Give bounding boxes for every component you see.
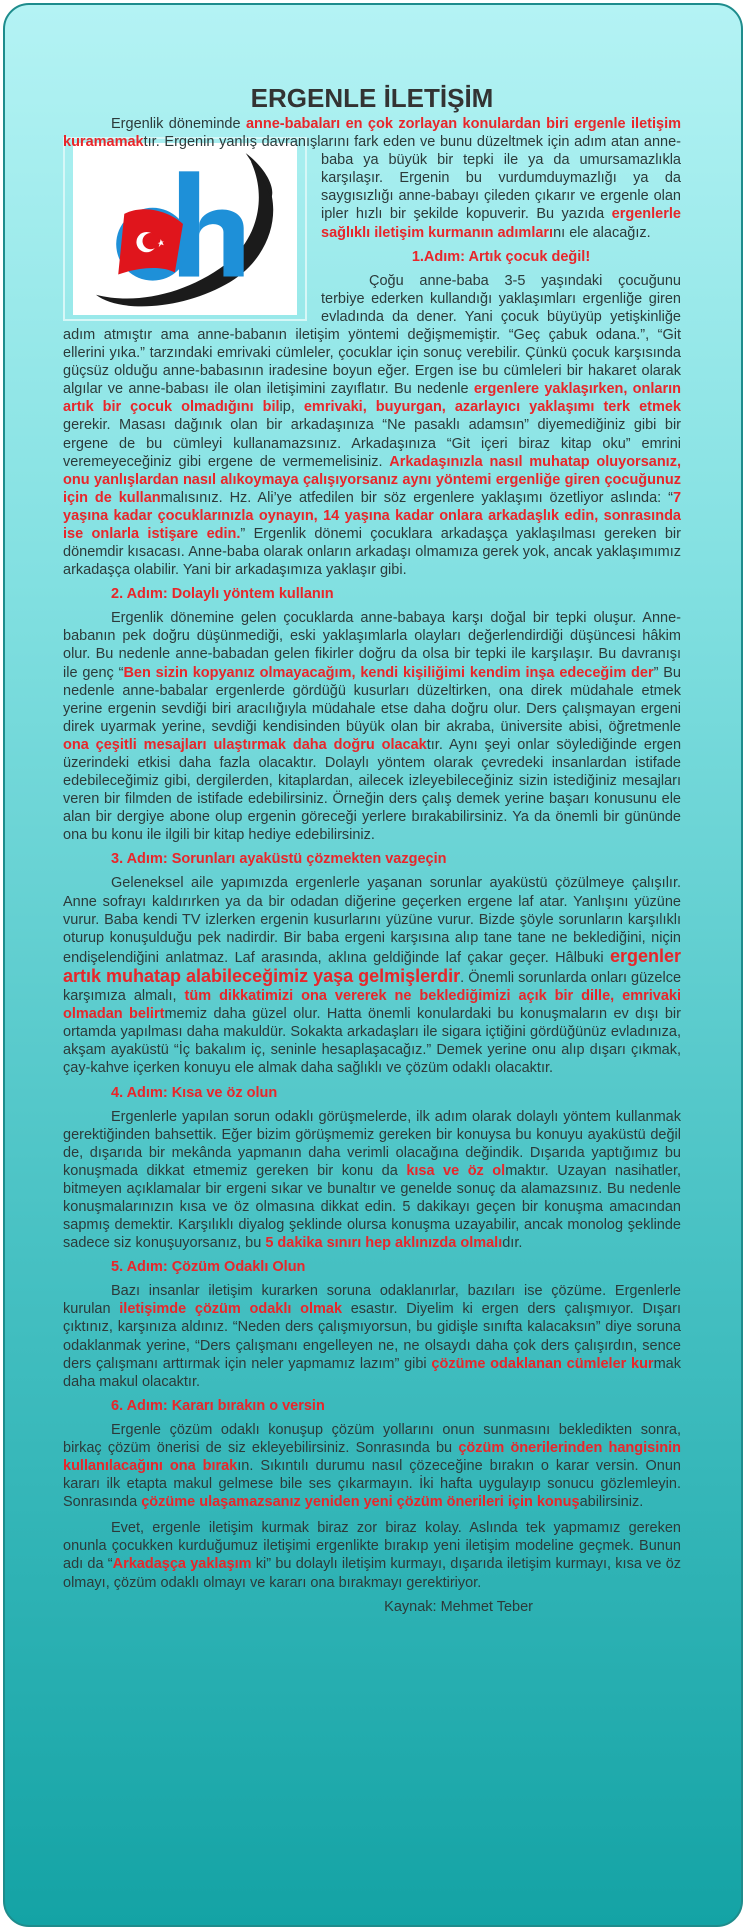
highlight-text: 5 dakika sınırı hep aklınızda olmalı — [265, 1235, 503, 1252]
highlight-text: Arkadaşça yaklaşım — [112, 1556, 252, 1573]
step5-paragraph — [63, 1282, 681, 1391]
body-text: ın. Sıkıntılı durumu nasıl çözeceğine bırakın o karar versin. Onun kararı ilk etapta makul gelmese bile ses çıkarmayın. İki hafta uygulayıp sonucu gözlemleyin. Sonrasında — [63, 1458, 681, 1511]
body-text: Evet, ergenle iletişim kurmak biraz zor biraz kolay. Aslında tek yapmamız gereken onunla çocukken kurduğumuz iletişimi ergenlikte bırakıp yeni iletişim modeline geçmek. Bunun adı da “ — [63, 1520, 681, 1573]
step2-paragraph — [63, 609, 681, 844]
highlight-text: çözüm önerilerinden hangisinin kullanılacağını ona bırak — [63, 1439, 681, 1474]
step2-heading: 2. Adım: Dolaylı yöntem kullanın — [111, 586, 334, 603]
highlight-text: çözüme odaklanan cümleler kur — [431, 1355, 654, 1372]
step1-heading: 1.Adım: Artık çocuk değil! — [411, 248, 591, 265]
highlight-text: Arkadaşınızla nasıl muhatap oluyorsanız, onu yanlışlardan nasıl alıkoymaya çalışıyorsanız aynı yöntemi ergenliğe giren çocuğunuz için de kullan — [63, 453, 681, 506]
highlight-text: tüm dikkatimizi ona vererek ne beklediğimizi açık bir dille, emrivaki olmadan belirt — [63, 988, 682, 1023]
highlight-text: çözüme ulaşamazsanız yeniden yeni çözüm önerileri için konuş — [141, 1494, 580, 1511]
highlight-text: ergenlere yaklaşırken, onların artık bir çocuk olmadığını bil — [63, 381, 681, 416]
dh-logo-icon — [73, 143, 297, 315]
body-text: Bazı insanlar iletişim kurarken soruna odaklanırlar, bazıları ise çözüme. Ergenlerle kurulan — [63, 1283, 681, 1318]
body-text: Ergenle çözüm odaklı konuşup çözüm yollarını onun sunmasını bekledikten sonra, birkaç çözüm önerisi de siz ekleyebilirsiniz. Sonrasında bu — [63, 1421, 681, 1456]
body-text: ” Bu nedenle anne-babalar ergenlerde gördüğü kusurları düzeltirken, ona direk müdahale etmek yerine ergenin sevdiği biri aracılığıyla müdahale etse daha doğru olur. Ders çalışmayan ergeni direk uyarmak yerine, sevdiği kendisinden büyük olan bir akraba, üniversite abisi, öğretmenle — [63, 664, 682, 735]
body-text: tır. Aynı şeyi onlar söylediğinde ergen üzerindeki etkisi daha fazla olacaktır. Dolaylı yöntem olarak çevredeki insanlardan istifade edebileceğimiz gibi, dergilerden, kitaplardan, ailecek izleyebileceğiniz sizin istediğiniz mesajları veren bir filmden de istifade edebilirsiniz. Örneğin ders çalış demek yerine başarı konusunu ele alan bir dergiye abone olup ergenin göreceği yerlere bırakabilirsiniz. Ya da önemli bir gününde ona bu konu ile ilgili bir kitap hediye edebilirsiniz. — [63, 736, 682, 844]
page-title: ERGENLE İLETİŞİM — [250, 83, 494, 113]
body-text: abilirsiniz. — [579, 1494, 644, 1511]
intro-highlight: anne-babaları en çok zorlayan konulardan biri ergenle iletişim kuramamak — [63, 116, 681, 151]
step6-paragraph — [63, 1421, 681, 1511]
body-text: malısınız. Hz. Ali’ye atfedilen bir söz ergenlere yaklaşımı özetliyor aslında: “ — [160, 489, 673, 506]
highlight-text: ona çeşitli mesajları ulaştırmak daha doğru olacak — [63, 736, 427, 753]
article — [63, 83, 681, 1616]
source-credit: Kaynak: Mehmet Teber — [384, 1598, 533, 1615]
body-text: Ergenlik dönemine gelen çocuklarda anne-babaya karşı doğal bir tepki oluşur. Anne-babanın pek doğru düşünmediği, eski yaklaşımlarla olayları değerlendirdiği düşüncesi hâkim olur. Bu nedenle anne-babadan gelen fikirler doğru da olsa bir tepki ile karşılaşır. Bu davranışı ile genç “ — [63, 610, 681, 681]
intro-text: Ergenlik döneminde — [111, 116, 246, 132]
closing-paragraph — [63, 1519, 681, 1591]
body-text: dır. — [502, 1235, 523, 1252]
body-text: ” Ergenlik dönemi çocuklara arkadaşça yaklaşılması gereken bir dönemdir kısacası. Anne-baba olarak onların arkadaşı olmamıza gerek yok, ancak yaklaşımımız arkadaşça olabilir. Yani bir arkadaşımıza yaklaşır gibi. — [63, 525, 681, 579]
step5-heading: 5. Adım: Çözüm Odaklı Olun — [111, 1259, 306, 1276]
body-text: gerekir. Masası dağınık olan bir arkadaşınıza “Ne pasaklı adamsın” diyemediğiniz gibi bir ergene de bu cümleyi kullanamazsınız. Arkadaşınıza “Git içeri biraz kitap oku” emrini veremeyeceğiniz gibi ergene de vermemelisiniz. — [63, 417, 681, 470]
body-text: memiz daha güzel olur. Hatta önemli konulardaki bu konuşmaların ev dışı bir ortamda yapılması daha makuldür. Sokakta arkadaşları ile sigara içtiğini gördüğünüz evladınıza, akşam ayaküstü “İç bakalım iç, seninle hesaplaşacağız.” Demek yerine onu alıp dışarı çıkmak, çay-kahve içerken konuyu ele almak daha sağlıklı ve çözüm odaklı olacaktır. — [63, 1006, 681, 1077]
intro-paragraph — [63, 115, 681, 242]
intro-highlight: ergenlerle sağlıklı iletişim kurmanın adımları — [321, 206, 681, 241]
highlight-text: ergenler artık muhatap alabileceğimiz yaşa gelmişlerdir — [63, 945, 681, 986]
body-text: esastır. Diyelim ki ergen ders çalışmıyor. Dışarı çıktınız, karşınıza aldınız. “Neden ders çalışmıyorsun, bu gidişle sınıfta kalacaksın” diye soruna odaklanmak yerine, “Ders çalışmanı engelleyen ne, ne olsaydı daha çok ders çalışırdın, sence ders çalışmanı arttırmak için neler yapmamız lazım” gibi — [63, 1301, 682, 1372]
intro-text: tır. Ergenin yanlış davranışlarını fark eden ve bunu düzeltmek için adım atan anne-baba ya büyük bir tepki ile ya da umursamazlıkla karşılaşır. Ergenin bu vurdumduymazlığı ya da saygısızlığı anne-babayı çileden çıkarır ve ergenle olan ipler hızlı bir şekilde kopuverir. Bu yazıda — [143, 134, 681, 223]
body-text: ki” bu dolaylı iletişim kurmayı, dışarıda iletişim kurmayı, kısa ve öz olmayı, çözüm odaklı olmayı ve kararı ona bırakmayı gerektiriyor. — [63, 1556, 682, 1591]
highlight-text: 7 yaşına kadar çocuklarınızla oynayın, 14 yaşına kadar onlara arkadaşlık edin, sonrasında ise onlarla istişare edin. — [63, 489, 682, 542]
highlight-text: kısa ve öz ol — [406, 1162, 506, 1179]
step3-heading: 3. Adım: Sorunları ayaküstü çözmekten vazgeçin — [111, 851, 447, 868]
body-text: mak daha makul olacaktır. — [63, 1355, 681, 1390]
highlight-text: emrivaki, buyurgan, azarlayıcı yaklaşımı terk etmek — [303, 399, 681, 416]
step6-heading: 6. Adım: Kararı bırakın o versin — [111, 1397, 325, 1414]
step4-paragraph — [63, 1108, 681, 1253]
body-text: maktır. Uzayan nasihatler, bitmeyen açıklamalar bir ergeni sıkar ve bunaltır ve genelde sonuç da alamazsınız. Bu nedenle konuşmalarınızın kısa ve öz olmasına dikkat edin. 5 dakikayı geçen bir konuşma amacından sapmış demektir. Karşılıklı diyalog şeklinde olursa konuşma uzayabilir, ancak monolog şeklinde sadece siz konuşuyorsanız, bu — [63, 1162, 681, 1252]
highlight-text: iletişimde çözüm odaklı olmak — [119, 1301, 343, 1318]
body-text: . Önemli sorunlarda onları güzelce karşımıza almalı, — [63, 969, 682, 1005]
page-frame — [3, 3, 743, 1927]
body-text: Geleneksel aile yapımızda ergenlerle yaşanan sorunlar ayaküstü çözülmeye çalışılır. Anne sofrayı kaldırırken ya da bir odadan diğerine geçerken ergene laf atar. Yanlışını yüzüne vurur. Baba kendi TV izlerken ergenin kusurlarını yüzüne vurur. Bizde şöyle sorunların karşılıklı oturup konuşulduğu pek nadirdir. Bir baba ergeni karşısına alıp tane tane ne beklediğini, niçin endişelendiğini anlatmaz. Laf arasında, aklına geldiğinde laf çakar geçer. Hâlbuki — [63, 875, 681, 966]
body-text: ip, — [279, 399, 304, 416]
intro-text: nı ele alacağız. — [553, 224, 651, 241]
logo-frame — [63, 137, 307, 321]
highlight-text: Ben sizin kopyanız olmayacağım, kendi kişiliğimi kendim inşa edeceğim der — [123, 664, 654, 681]
step4-heading: 4. Adım: Kısa ve öz olun — [111, 1084, 278, 1101]
step3-paragraph — [63, 874, 681, 1077]
body-text: Ergenlerle yapılan sorun odaklı görüşmelerde, ilk adım olarak dolaylı yöntem kullanmak gerektiğinden bahsettik. Eğer bizim görüşmemiz gereken bir konuysa bu konuyu ayaküstü değil de, dışarıda bir mekânda yapmanın daha verimli olacağına değindik. Dışarıda yaptığımız bu konuşmada dikkat etmemiz gereken bir konu da — [63, 1108, 681, 1179]
body-text: Çoğu anne-baba 3-5 yaşındaki çocuğunu terbiye ederken kullandığı yaklaşımları ergenliğe giren evladında da dener. Yani çocuk büyüyüp yetişkinliğe adım atmıştır ama anne-babanın iletişim yöntemi değişmemiştir. “Geç çabuk odana.”, “Git ellerini yıka.” tarzındaki emrivaki cümleler, çocuklar için sonuç verebilir. Çünkü çocuk karşısında güçsüz olduğu anne-babasının iradesine boyun eğer. Ergen ise bu cümleleri bir hakaret olarak algılar ve anne-babası ile olan iletişimini zayıflatır. Bu nedenle — [63, 272, 681, 398]
